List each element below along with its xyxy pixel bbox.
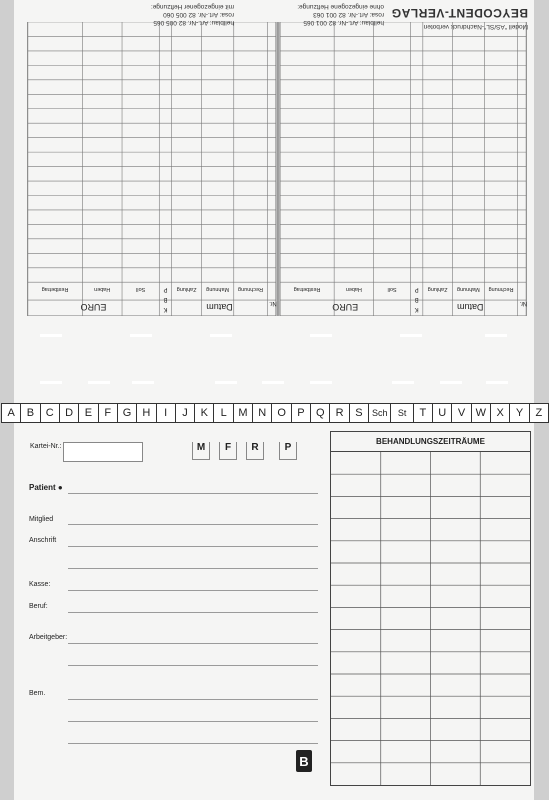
slit — [215, 381, 237, 384]
slit — [400, 334, 422, 337]
marker-f[interactable]: F — [219, 442, 237, 460]
publisher-title: BEYCODENT-VERLAG — [391, 6, 528, 20]
artnr-left-0: rosa: Art.-Nr. 82 005 060 — [163, 11, 234, 18]
tab-i[interactable]: I — [156, 403, 176, 423]
tab-c[interactable]: C — [40, 403, 60, 423]
tab-r[interactable]: R — [329, 403, 349, 423]
tab-l[interactable]: L — [213, 403, 233, 423]
nr-label: Nr. — [269, 300, 277, 307]
kartei-nr-field[interactable] — [63, 442, 143, 462]
tab-b[interactable]: B — [20, 403, 40, 423]
p-label: P — [414, 286, 419, 293]
slit — [262, 381, 284, 384]
tab-a[interactable]: A — [1, 403, 21, 423]
kartei-nr-label: Kartei-Nr.: — [30, 443, 62, 450]
tab-x[interactable]: X — [490, 403, 510, 423]
tab-st[interactable]: St — [390, 403, 413, 423]
tab-q[interactable]: Q — [310, 403, 330, 423]
p-label: P — [163, 286, 168, 293]
kasse-label: Kasse: — [29, 581, 51, 588]
publisher-logo — [296, 750, 312, 772]
marker-m[interactable]: M — [192, 442, 210, 460]
tab-j[interactable]: J — [175, 403, 195, 423]
right-margin-strip — [534, 0, 549, 800]
bem-label: Bem. — [29, 690, 46, 697]
marker-r[interactable]: R — [246, 442, 264, 460]
beruf-label: Beruf: — [29, 603, 48, 610]
sub-label-0: Rechnung — [238, 286, 263, 293]
tab-e[interactable]: E — [78, 403, 98, 423]
tab-p[interactable]: P — [291, 403, 311, 423]
ledger-grid — [14, 22, 534, 316]
tab-v[interactable]: V — [451, 403, 471, 423]
tab-k[interactable]: K — [194, 403, 214, 423]
artnr-left-1: hellblau: Art.-Nr. 82 005 065 — [153, 19, 234, 26]
tab-y[interactable]: Y — [509, 403, 529, 423]
slit — [485, 334, 507, 337]
sub-label-5: Restbetrag — [41, 286, 69, 293]
tab-m[interactable]: M — [233, 403, 253, 423]
sub-label-1: Mahnung — [206, 286, 230, 293]
arbeitgeber-label: Arbeitgeber: — [29, 634, 68, 641]
sub-label-3: Soll — [387, 286, 397, 293]
slit — [440, 381, 462, 384]
euro-label: EURO — [80, 302, 107, 313]
sub-label-0: Rechnung — [488, 286, 514, 293]
tab-u[interactable]: U — [432, 403, 452, 423]
slit — [40, 334, 62, 337]
logo-letter: B — [299, 753, 309, 769]
alphabet-index — [0, 403, 549, 425]
anschrift-line-2[interactable] — [68, 568, 318, 569]
slit — [392, 381, 414, 384]
sub-label-2: Zahlung — [176, 286, 197, 293]
tab-t[interactable]: T — [413, 403, 433, 423]
left-margin-strip — [0, 0, 14, 800]
b-label: B — [414, 296, 419, 303]
patient-label — [29, 483, 63, 492]
upside-down-ledger — [14, 0, 534, 336]
anschrift-line-1[interactable] — [68, 546, 318, 547]
sub-label-3: Soll — [136, 286, 146, 293]
sub-label-1: Mahnung — [457, 286, 480, 293]
tab-n[interactable]: N — [252, 403, 272, 423]
tab-f[interactable]: F — [98, 403, 118, 423]
bem-line-1[interactable] — [68, 699, 318, 700]
tab-o[interactable]: O — [271, 403, 291, 423]
datum-label: Datum — [457, 302, 484, 313]
treatment-periods-table — [330, 431, 531, 786]
bullet-icon: ● — [57, 483, 63, 492]
euro-label: EURO — [332, 302, 359, 313]
beruf-line[interactable] — [68, 612, 318, 613]
slit — [40, 381, 62, 384]
nr-label: Nr. — [519, 300, 528, 307]
k-label: K — [163, 306, 168, 313]
datum-label: Datum — [206, 302, 233, 313]
patient-label-text: Patient — [29, 483, 56, 492]
sub-label-2: Zahlung — [427, 286, 448, 293]
slit — [310, 381, 332, 384]
tab-g[interactable]: G — [117, 403, 137, 423]
tab-d[interactable]: D — [59, 403, 79, 423]
kasse-line[interactable] — [68, 590, 318, 591]
slit — [310, 334, 332, 337]
sub-label-5: Restbetrag — [293, 286, 321, 293]
tab-sch[interactable]: Sch — [368, 403, 391, 423]
bem-line-3[interactable] — [68, 743, 318, 744]
slit — [210, 334, 232, 337]
slit — [88, 381, 110, 384]
treatment-title: BEHANDLUNGSZEITRÄUME — [331, 432, 530, 452]
artnr-right-0: rosa: Art.-Nr. 82 001 063 — [313, 11, 384, 18]
bem-line-2[interactable] — [68, 721, 318, 722]
patient-line[interactable] — [68, 493, 318, 494]
tab-z[interactable]: Z — [529, 403, 549, 423]
tab-h[interactable]: H — [136, 403, 156, 423]
anschrift-label: Anschrift — [29, 537, 57, 544]
slit — [486, 381, 508, 384]
b-label: B — [163, 296, 168, 303]
slit — [130, 334, 152, 337]
tab-s[interactable]: S — [349, 403, 369, 423]
slit — [132, 381, 154, 384]
mitglied-line[interactable] — [68, 524, 318, 525]
k-label: K — [414, 306, 419, 313]
sub-label-4: Haben — [94, 286, 111, 293]
arbeitgeber-line-1[interactable] — [68, 643, 318, 644]
hint-right: ohne eingezogene Heftzunge: — [297, 3, 384, 10]
marker-p[interactable]: P — [279, 442, 297, 460]
sub-label-4: Haben — [345, 286, 362, 293]
publisher-model: Modell "AS/SL"-Nachdruck verboten — [423, 23, 528, 30]
hint-left: mit eingezogener Heftzunge: — [150, 3, 234, 10]
artnr-right-1: hellblau: Art.-Nr. 82 001 065 — [303, 19, 384, 26]
treatment-grid — [331, 452, 530, 785]
mitglied-label: Mitglied — [29, 516, 54, 523]
tab-w[interactable]: W — [471, 403, 491, 423]
arbeitgeber-line-2[interactable] — [68, 665, 318, 666]
